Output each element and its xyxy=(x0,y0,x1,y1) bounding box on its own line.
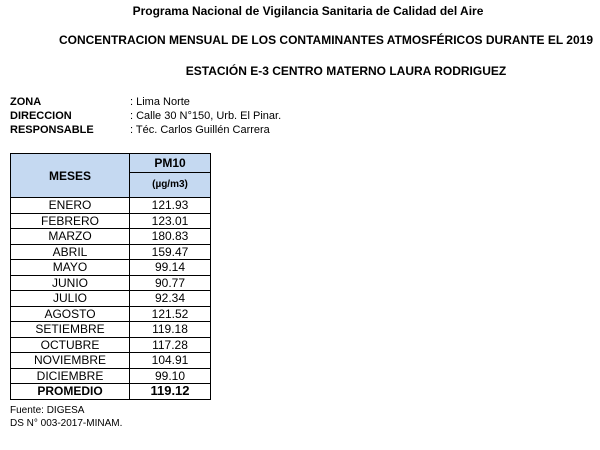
table-row xyxy=(11,260,211,276)
table-row xyxy=(11,306,211,322)
month-cell: ENERO xyxy=(11,198,130,214)
zona-row xyxy=(10,95,190,109)
pm10-table xyxy=(10,153,211,400)
pm10-value-cell: 180.83 xyxy=(130,229,211,245)
pm10-value-cell: 99.14 xyxy=(130,260,211,276)
table-row xyxy=(11,275,211,291)
months-header: MESES xyxy=(11,154,130,198)
responsable-row xyxy=(10,123,270,137)
month-cell: MAYO xyxy=(11,260,130,276)
pm10-value-cell: 99.10 xyxy=(130,368,211,384)
average-row xyxy=(11,384,211,400)
month-cell: MARZO xyxy=(11,229,130,245)
report-title: CONCENTRACION MENSUAL DE LOS CONTAMINANTES ATMOSFÉRICOS DURANTE EL 2019 xyxy=(58,33,594,47)
average-label: PROMEDIO xyxy=(11,384,130,400)
table-row xyxy=(11,229,211,245)
direccion-label: DIRECCION xyxy=(10,110,72,122)
month-cell: SETIEMBRE xyxy=(11,322,130,338)
table-row xyxy=(11,291,211,307)
pm10-value-cell: 119.18 xyxy=(130,322,211,338)
pm10-header: PM10 xyxy=(130,154,211,173)
program-title: Programa Nacional de Vigilancia Sanitaria de Calidad del Aire xyxy=(132,4,484,18)
month-cell: FEBRERO xyxy=(11,213,130,229)
month-cell: NOVIEMBRE xyxy=(11,353,130,369)
pm10-value-cell: 92.34 xyxy=(130,291,211,307)
table-row xyxy=(11,337,211,353)
table-row xyxy=(11,244,211,260)
pm10-value-cell: 104.91 xyxy=(130,353,211,369)
zona-label: ZONA xyxy=(10,96,42,108)
station-title: ESTACIÓN E-3 CENTRO MATERNO LAURA RODRIGUEZ xyxy=(185,64,507,78)
table-row xyxy=(11,198,211,214)
table-row xyxy=(11,368,211,384)
month-cell: AGOSTO xyxy=(11,306,130,322)
table-row xyxy=(11,322,211,338)
table-row xyxy=(11,353,211,369)
pm10-value-cell: 121.52 xyxy=(130,306,211,322)
table-row xyxy=(11,213,211,229)
responsable-label: RESPONSABLE xyxy=(10,124,94,136)
pm10-value-cell: 159.47 xyxy=(130,244,211,260)
pm10-value-cell: 117.28 xyxy=(130,337,211,353)
pm10-value-cell: 121.93 xyxy=(130,198,211,214)
responsable-value: : Téc. Carlos Guillén Carrera xyxy=(130,124,270,136)
month-cell: OCTUBRE xyxy=(11,337,130,353)
month-cell: JUNIO xyxy=(11,275,130,291)
source-note: Fuente: DIGESA xyxy=(10,405,85,416)
norm-note: DS N° 003-2017-MINAM. xyxy=(10,418,123,429)
direccion-value: : Calle 30 N°150, Urb. El Pinar. xyxy=(130,110,282,122)
direccion-row xyxy=(10,109,281,123)
unit-header: (µg/m3) xyxy=(130,173,211,198)
pm10-value-cell: 90.77 xyxy=(130,275,211,291)
month-cell: ABRIL xyxy=(11,244,130,260)
zona-value: : Lima Norte xyxy=(130,96,190,108)
month-cell: DICIEMBRE xyxy=(11,368,130,384)
month-cell: JULIO xyxy=(11,291,130,307)
pm10-value-cell: 123.01 xyxy=(130,213,211,229)
average-value: 119.12 xyxy=(130,384,211,400)
